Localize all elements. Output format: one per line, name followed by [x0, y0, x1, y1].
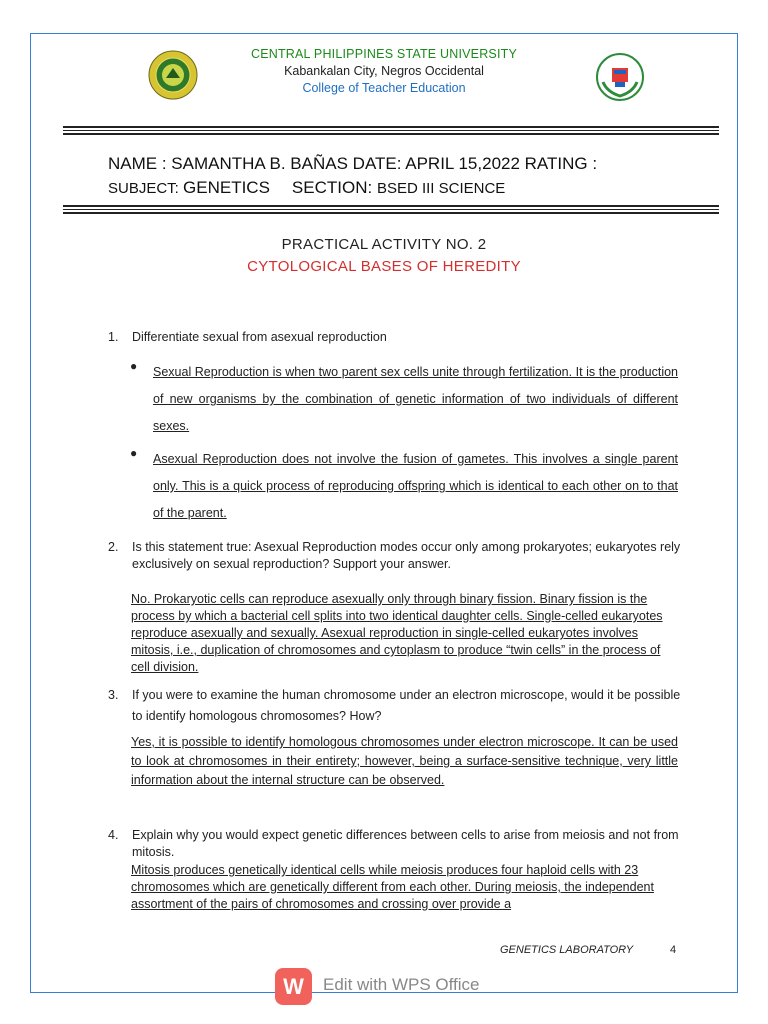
- answer-text: Mitosis produces genetically identical cells while meiosis produces four haploid cells with 23 chromosomes which are genetically different from each other. During meiosis, the independent assortment of the pairs of chromosomes and crossing over provide a: [131, 863, 654, 911]
- question-4: [108, 827, 679, 859]
- header-divider: [63, 130, 719, 131]
- answer-text: No. Prokaryotic cells can reproduce asexually only through binary fission. Binary fission is the process by which a bacterial cell splits into two identical daughter cells. Single-celled eukaryotes reproduce asexually and sexually. Asexual reproduction in single-celled eukaryotes involves mitosis, i.e., duplication of chromosomes and cytoplasm to produce “twin cells” in the process of cell division.: [131, 592, 663, 674]
- wps-office-icon[interactable]: W: [275, 968, 312, 1005]
- question-number: 4.: [108, 828, 119, 842]
- student-info-line: NAME : SAMANTHA B. BAÑAS DATE: APRIL 15,2022 RATING :: [108, 154, 598, 173]
- section-value: BSED III SCIENCE: [376, 180, 506, 197]
- college-name: College of Teacher Education: [302, 81, 466, 95]
- subject-section-line: [108, 178, 505, 198]
- answer-text: Asexual Reproduction does not involve the fusion of gametes. This involves a single parent only. This is a quick process of reproducing offspring which is identical to each other on to that of the parent.: [153, 452, 678, 520]
- subject-label: SUBJECT:: [108, 180, 184, 197]
- question-number: 1.: [108, 330, 119, 344]
- section-label: SECTION:: [291, 178, 377, 197]
- activity-topic: CYTOLOGICAL BASES OF HEREDITY: [247, 258, 521, 275]
- info-divider: [63, 209, 719, 210]
- answer-text: Yes, it is possible to identify homologous chromosomes under electron microscope. It can be used to look at chromosomes in their entirety; however, being a surface-sensitive technique, very little information about the internal structure can be observed.: [131, 735, 678, 787]
- question-text: If you were to examine the human chromosome under an electron microscope, would it be possible to identify homologous chromosomes? How?: [132, 688, 681, 723]
- info-divider: [63, 212, 719, 214]
- question-number: 2.: [108, 540, 119, 554]
- university-name: CENTRAL PHILIPPINES STATE UNIVERSITY: [250, 47, 518, 61]
- university-city: Kabankalan City, Negros Occidental: [284, 64, 484, 78]
- page-number: 4: [670, 944, 677, 956]
- header-divider: [63, 126, 719, 128]
- bullet-icon: ●: [130, 359, 138, 373]
- edit-with-wps-link[interactable]: Edit with WPS Office: [323, 975, 480, 994]
- question-3: [108, 685, 681, 723]
- answer-text: Sexual Reproduction is when two parent sex cells unite through fertilization. It is the production of new organisms by the combination of genetic information of two individuals of different sexes.: [153, 365, 678, 433]
- activity-title: PRACTICAL ACTIVITY NO. 2: [281, 236, 487, 253]
- header-divider: [63, 133, 719, 135]
- bullet-icon: ●: [130, 446, 138, 460]
- subject-value: GENETICS: [183, 178, 270, 197]
- question-1: [108, 329, 387, 346]
- footer-label: GENETICS LABORATORY: [500, 944, 634, 956]
- question-number: 3.: [108, 688, 119, 702]
- question-text: Differentiate sexual from asexual reproduction: [132, 330, 387, 344]
- info-divider: [63, 205, 719, 207]
- question-text: Is this statement true: Asexual Reproduction modes occur only among prokaryotes; eukaryotes rely exclusively on sexual reproduction? Support your answer.: [132, 540, 681, 571]
- question-2: [108, 539, 681, 571]
- question-text: Explain why you would expect genetic differences between cells to arise from meiosis and not from mitosis.: [132, 828, 679, 859]
